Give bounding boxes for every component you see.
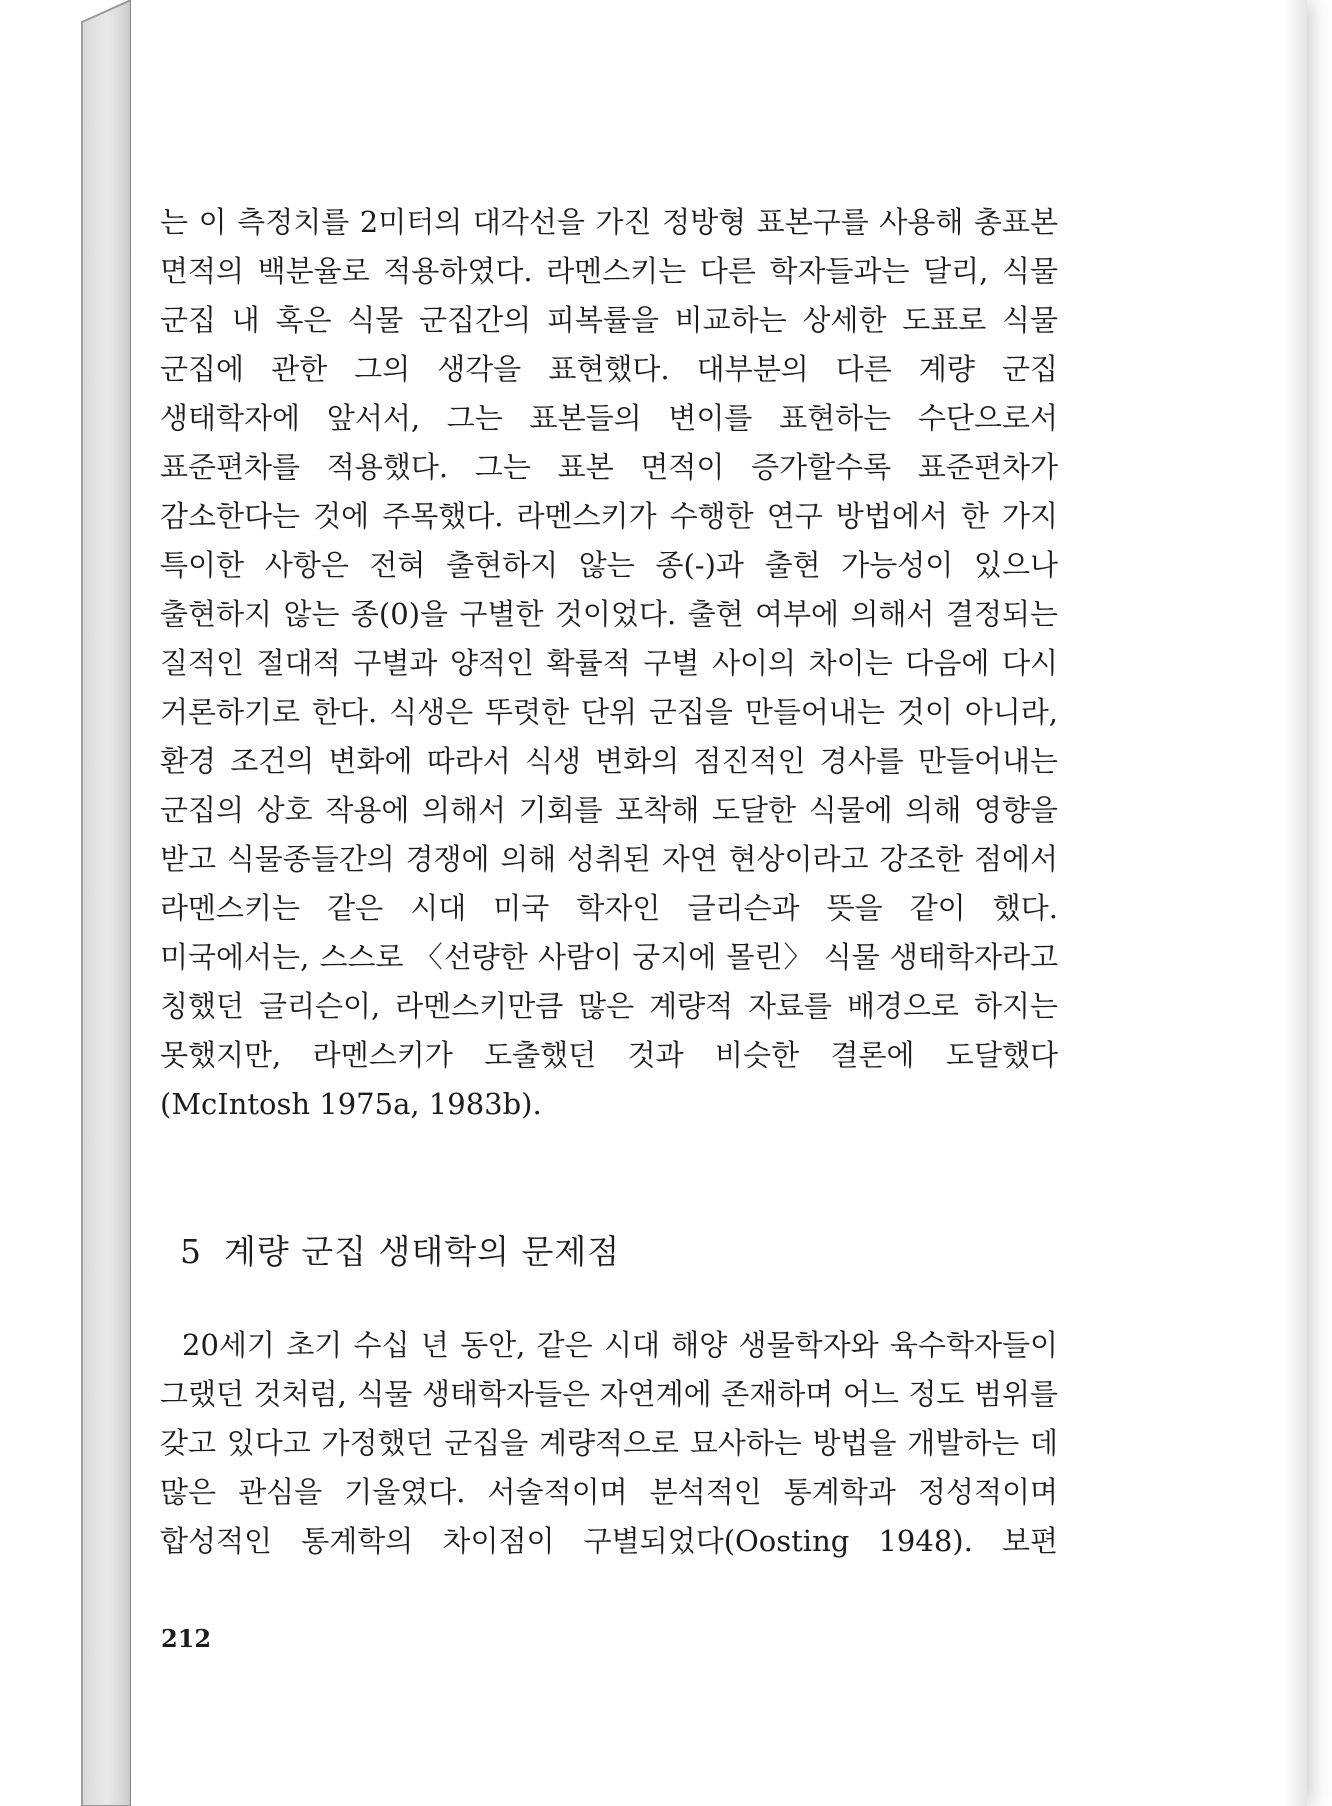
section-title: 계량 군집 생태학의 문제점: [224, 1232, 621, 1271]
paragraph-1: 는 이 측정치를 2미터의 대각선을 가진 정방형 표본구를 사용해 총표본 면적의 백분율로 적용하였다. 라멘스키는 다른 학자들과는 달리, 식물 군집 내 혹은 식물 군집간의 피복률을 비교하는 상세한 도표로 식물 군집에 관한 그의 생각을 표현했다. 대부분의 다른 계량 군집 생태학자에 앞서서, 그는 표본들의 변이를 표현하는 수단으로서 표준편차를 적용했다. 그는 표본 면적이 증가할수록 표준편차가 감소한다는 것에 주목했다. 라멘스키가 수행한 연구 방법에서 한 가지 특이한 사항은 전혀 출현하지 않는 종(-)과 출현 가능성이 있으나 출현하지 않는 종(0)을 구별한 것이었다. 출현 여부에 의해서 결정되는 질적인 절대적 구별과 양적인 확률적 구별 사이의 차이는 다음에 다시 거론하기로 한다. 식생은 뚜렷한 단위 군집을 만들어내는 것이 아니라, 환경 조건의 변화에 따라서 식생 변화의 점진적인 경사를 만들어내는 군집의 상호 작용에 의해서 기회를 포착해 도달한 식물에 의해 영향을 받고 식물종들간의 경쟁에 의해 성취된 자연 현상이라고 강조한 점에서 라멘스키는 같은 시대 미국 학자인 글리슨과 뜻을 같이 했다. 미국에서는, 스스로 〈선량한 사람이 궁지에 몰린〉 식물 생태학자라고 칭했던 글리슨이, 라멘스키만큼 많은 계량적 자료를 배경으로 하지는 못했지만, 라멘스키가 도출했던 것과 비슷한 결론에 도달했다 (McIntosh 1975a, 1983b).: [160, 205, 1058, 1121]
page-number: 212: [161, 1624, 212, 1653]
body-text-section-2: [160, 1321, 1058, 1566]
section-heading: [180, 1226, 620, 1273]
paragraph-2: 20세기 초기 수십 년 동안, 같은 시대 해양 생물학자와 육수학자들이 그랬던 것처럼, 식물 생태학자들은 자연계에 존재하며 어느 정도 범위를 갖고 있다고 가정했던 군집을 계량적으로 묘사하는 방법을 개발하는 데 많은 관심을 기울였다. 서술적이며 분석적인 통계학과 정성적이며 합성적인 통계학의 차이점이 구별되었다(Oosting 1948). 보편: [160, 1328, 1058, 1558]
page-edge-shadow: [1283, 0, 1307, 1806]
body-text-section-1: [160, 198, 1058, 1129]
section-number: 5: [180, 1232, 202, 1271]
